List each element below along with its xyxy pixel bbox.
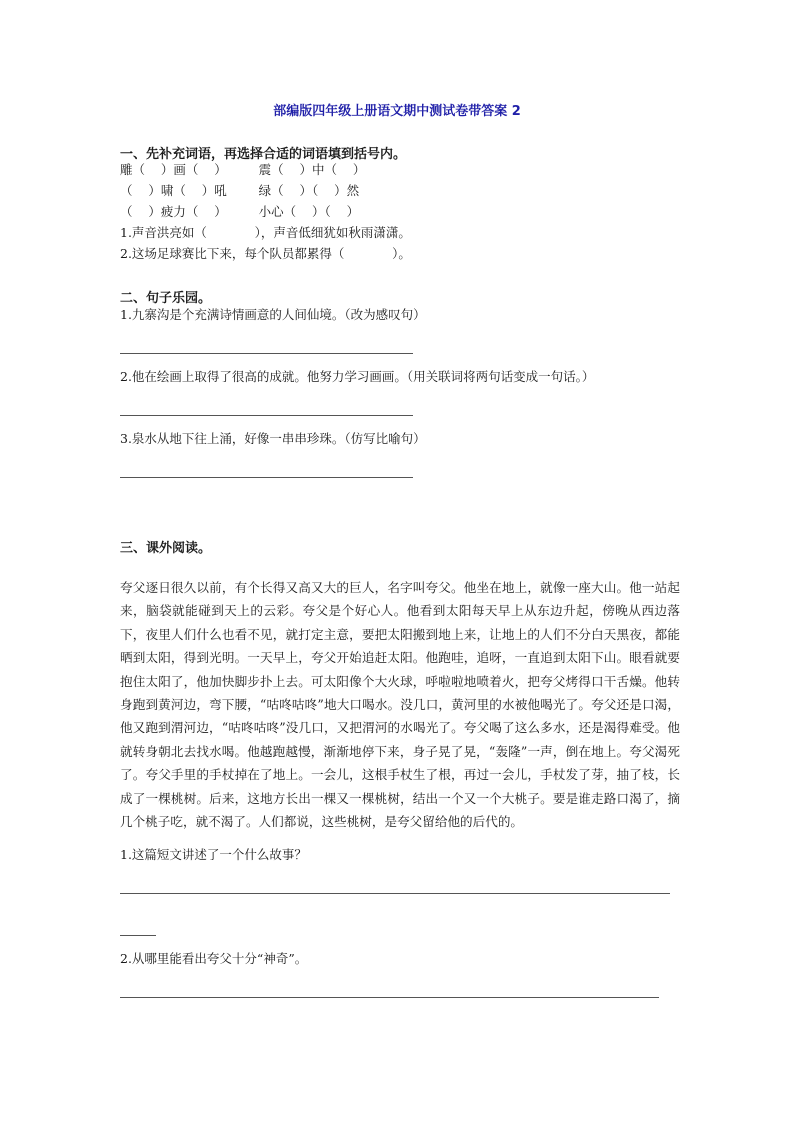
answer-line	[120, 477, 413, 478]
answer-line	[120, 353, 413, 354]
answer-line	[120, 997, 659, 998]
reading-question-2: 2.从哪里能看出夸父十分“神奇”。	[120, 951, 308, 966]
reading-passage: 夸父逐日很久以前，有个长得又高又大的巨人，名字叫夸父。他坐在地上，就像一座大山。他一站起来，脑袋就能碰到天上的云彩。夸父是个好心人。他看到太阳每天早上从东边升起，傍晚从西边落下，夜里人们什么也看不见，就打定主意，要把太阳搬到地上来，让地上的人们不分白天黑夜，都能晒到太阳，得到光明。一天早上，夸父开始追赶太阳。他跑哇，追呀，一直追到太阳下山。眼看就要抱住太阳了，他加快脚步扑上去。可太阳像个大火球，呼啦啦地喷着火，把夸父烤得口干舌燥。他转身跑到黄河边，弯下腰，“咕咚咕咚”地大口喝水。没几口，黄河里的水被他喝光了。夸父还是口渴，他又跑到渭河边，“咕咚咕咚”没几口，又把渭河的水喝光了。夸父喝了这么多水，还是渴得难受。他就转身朝北去找水喝。他越跑越慢，渐渐地停下来，身子晃了晃，“轰隆”一声，倒在地上。夸父渴死了。夸父手里的手杖掉在了地上。一会儿，这根手杖生了根，再过一会儿，手杖发了芽，抽了枝，长成了一棵桃树。后来，这地方长出一棵又一棵桃树，结出一个又一个大桃子。要是谁走路口渴了，摘几个桃子吃，就不渴了。人们都说，这些桃树，是夸父留给他的后代的。	[120, 580, 680, 830]
word-fill-row-2: （ ）啸（ ）吼 绿（ ）（ ）然	[120, 183, 360, 198]
fill-question-2: 2.这场足球赛比下来，每个队员都累得（ ）。	[120, 246, 411, 261]
document-title: 部编版四年级上册语文期中测试卷带答案 2	[273, 104, 521, 119]
word-fill-row-3: （ ）疲力（ ） 小心（ ）（ ）	[120, 204, 360, 219]
sentence-question-2: 2.他在绘画上取得了很高的成就。他努力学习画画。（用关联词将两句话变成一句话。）	[120, 369, 595, 384]
fill-question-1: 1.声音洪亮如（ ），声音低细犹如秋雨潇潇。	[120, 225, 411, 240]
sentence-question-1: 1.九寨沟是个充满诗情画意的人间仙境。（改为感叹句）	[120, 307, 426, 322]
answer-line	[120, 415, 413, 416]
answer-line	[120, 893, 670, 894]
section3-heading: 三、课外阅读。	[120, 541, 212, 556]
section1-heading: 一、先补充词语，再选择合适的词语填到括号内。	[120, 147, 407, 162]
section2-heading: 二、句子乐园。	[120, 291, 212, 306]
word-fill-row-1: 雕（ ）画（ ） 震（ ）中（ ）	[120, 162, 366, 177]
reading-question-1: 1.这篇短文讲述了一个什么故事？	[120, 847, 307, 862]
sentence-question-3: 3.泉水从地下往上涌，好像一串串珍珠。（仿写比喻句）	[120, 431, 426, 446]
answer-line-continuation	[120, 935, 156, 936]
